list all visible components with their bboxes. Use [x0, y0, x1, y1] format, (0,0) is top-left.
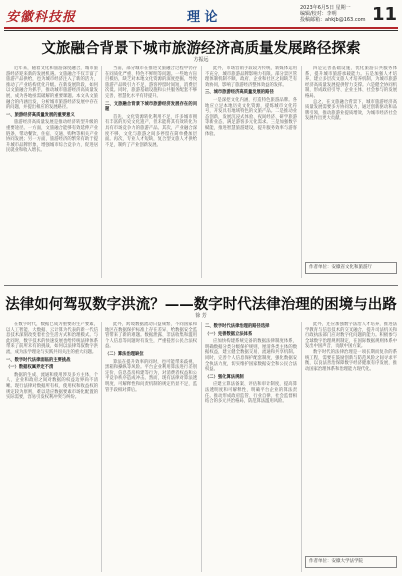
section-title: 理 论 [187, 10, 218, 25]
header-rule [4, 27, 398, 29]
article2-subhead-3: （二）算法治理缺位 [105, 351, 144, 357]
column-divider [301, 322, 302, 572]
article1-column-3: 此外，市场营销手段较为传统，新媒体运用不充分，城市旅游品牌影响力有限。部分景区管理体制机制不顺，政府、企业和社区之间缺乏有效协同，影响了旅游经济整体效益的发挥。 三、城市旅游经济高质量发展的路径 一是深挖文化内涵，打造特色旅游品牌。各地应立足本地历史文化资源，提炼城市文化符号，开发具有地域特色的文旅产品。二是推动业态创新，发展沉浸式体验、夜间经济、研学旅游等新业态，满足游客多元化需求。三是加强数字赋能，推进智慧旅游建设，提升服务效率与游客体验。 [205, 66, 297, 137]
article2-subhead-2: （一）数据权属界定不清 [6, 365, 54, 371]
article2-subhead-1: 一、数字时代法律面临的主要挑战 [6, 357, 71, 363]
article1-subhead-1: 一、旅游经济高质量发展的重要意义 [6, 112, 75, 118]
article1-column-4: 四是完善基础设施，优化旅游公共服务体系，提升城市旅游承载能力。五是加强人才培养，建立多层次文旅人才培养机制，为城市旅游经济高质量发展提供智力支撑。六是健全协同机制，形成政府引导、企业主体、社会参与的发展格局。 总之，在文旅融合背景下，城市旅游经济高质量发展需要多方协同发力，通过创新驱动和品牌引领，推动旅游业提质增效，为城市经济社会发展作出更大贡献。 [305, 66, 397, 122]
article1-title: 文旅融合背景下城市旅游经济高质量发展路径探索 [41, 40, 361, 57]
issue-email: 投稿邮箱：ahkjb@163.com [300, 17, 366, 23]
article2-subhead-5: （一）完善数据立法体系 [205, 331, 253, 337]
page-number: 11 [372, 4, 398, 25]
issue-info [300, 5, 370, 23]
article2-title: 法律如何驾驭数字洪流？——数字时代法律治理的困境与出路 [5, 296, 397, 313]
article2-column-1: 在数字时代，数据已成为重要的生产要素，以人工智能、大数据、云计算为代表的新一代信息技术深刻改变着社会生活方式和治理模式。与此同时，数字技术的快速发展也给传统法律体系带来了前所未有的挑战，如何以法律驾驭数字洪流，成为法学理论与实践共同关注的重大问题。 一、数字时代法律面临的主要挑战 （一）数据权属界定不清 数据的生成、流通和使用涉及多方主体，个人、企业和政府之间对数据的权益边界尚不清晰。现行法律对数据所有权、使用权和收益权的规定较为原则，难以适应数据要素市场化配置的实际需要，容易引发权利冲突与纠纷。 [6, 322, 98, 401]
article2-subhead-6: （二）强化算法规制 [205, 374, 244, 380]
article1-subhead-3: 三、城市旅游经济高质量发展的路径 [205, 90, 274, 96]
article1-author-box: 作者单位：安徽省文化和旅游厅 [305, 262, 397, 274]
issue-date: 2023年6月5日 星期一 [300, 5, 351, 11]
column-divider [201, 66, 202, 278]
header-rule-thin [4, 30, 398, 31]
article1-column-2: 当前，部分城市在推进文旅融合过程中仍存在同质化严重、特色不鲜明等问题。一些地方盲目模仿，缺乏对本地文化资源的深度挖掘，导致旅游产品吸引力不足，游客停留时间短，消费层次低。同时，旅游基础设施和公共服务配套不够完善，智慧化水平有待提升。 二、文旅融合背景下城市旅游经济发展存在的问题 首先，文化资源转化利用不足，许多城市拥有丰富的历史文化遗产，但未能将其有效转化为具有市场竞争力的旅游产品。其次，产业融合深度不够，文化与旅游之间多停留在简单叠加层面。再次，专业人才短缺，复合型文旅人才供给不足，制约了产业创新发展。 [105, 66, 197, 148]
article2-column-2: 此外，跨境数据流动日益频繁，不同国家和地区在数据保护标准上存在差异，给数据安全监管带来了新的难题。数据泄露、非法收集和滥用个人信息等问题时有发生，严重侵害公民合法权益。 （二）算法治理缺位 算法在提升效率的同时，也可能带来歧视、黑箱和操纵等风险。平台企业利用算法进行差别定价、信息茧房构建等行为，对消费者权益和公平竞争秩序造成冲击。然而，现有法律对算法透明度、可解释性和问责机制的规定仍显不足，监管手段相对滞后。 [105, 322, 197, 393]
issue-editor: 编辑/校对：李明 [300, 11, 337, 17]
article2-author: 徐 芳 [195, 313, 207, 319]
article2-column-4: 此外，还应加强数字法治人才培养，推进法学教育与信息技术的交叉融合，提升司法机关和行政执法部门应对数字化问题的能力。积极参与全球数字治理规则制定，在国际数据规则体系中发出中国声音、贡献中国方案。 数字时代的法律治理是一项长期而复杂的系统工程，需要在鼓励创新与防范风险之间寻求平衡，以良法善治保障数字经济健康有序发展，推动国家治理体系和治理能力现代化。 [305, 322, 397, 372]
article-divider [4, 285, 398, 286]
article2-column-3: 二、数字时代法律治理的路径选择 （一）完善数据立法体系 应加快构建系统完备的数据法律制度体系，明确数据分类分级保护规则，厘清各类主体的数据权益，建立健全数据交易、流通和共享机制。同时，完善个人信息保护配套制度，强化数据安全执法力度，切实维护国家数据安全和公民合法权益。 （二）强化算法规制 应建立算法备案、评估和审计制度，提高算法透明度和可解释性，明确平台企业的算法责任。推动形成政府监管、行业自律、社会监督相结合的多元共治格局，防范算法滥用风险。 [205, 324, 297, 405]
article2-subhead-4: 二、数字时代法律治理的路径选择 [205, 324, 270, 329]
column-divider [101, 66, 102, 278]
article1-column-1: 近年来，随着文化和旅游深度融合，城市旅游经济迎来新的发展机遇。文旅融合不仅丰富了旅游产品供给，也为城市经济注入了新的活力，推动了产业结构优化升级。在新发展阶段，如何以文旅融合为抓手，推动城市旅游经济高质量发展，成为各地亟需破解的重要课题。本文从文旅融合的内涵出发，分析城市旅游经济发展中存在的问题，并提出相应的发展路径。 一、旅游经济高质量发展的重要意义 旅游经济高质量发展是推动经济转型升级的重要途径。一方面，文旅融合能够有效延伸产业链条，带动餐饮、住宿、交通、购物等相关产业协同发展；另一方面，旅游经济的繁荣有助于提升城市品牌形象，增强城市综合竞争力，促进居民就业和收入增长。 [6, 66, 98, 154]
column-divider [301, 66, 302, 278]
masthead: 安徽科技报 [6, 10, 77, 25]
column-divider [101, 322, 102, 572]
article1-author: 方振远 [193, 57, 209, 63]
column-divider [201, 322, 202, 572]
article1-subhead-2: 二、文旅融合背景下城市旅游经济发展存在的问题 [105, 101, 197, 113]
article2-author-box: 作者单位：安徽大学法学院 [305, 556, 397, 568]
